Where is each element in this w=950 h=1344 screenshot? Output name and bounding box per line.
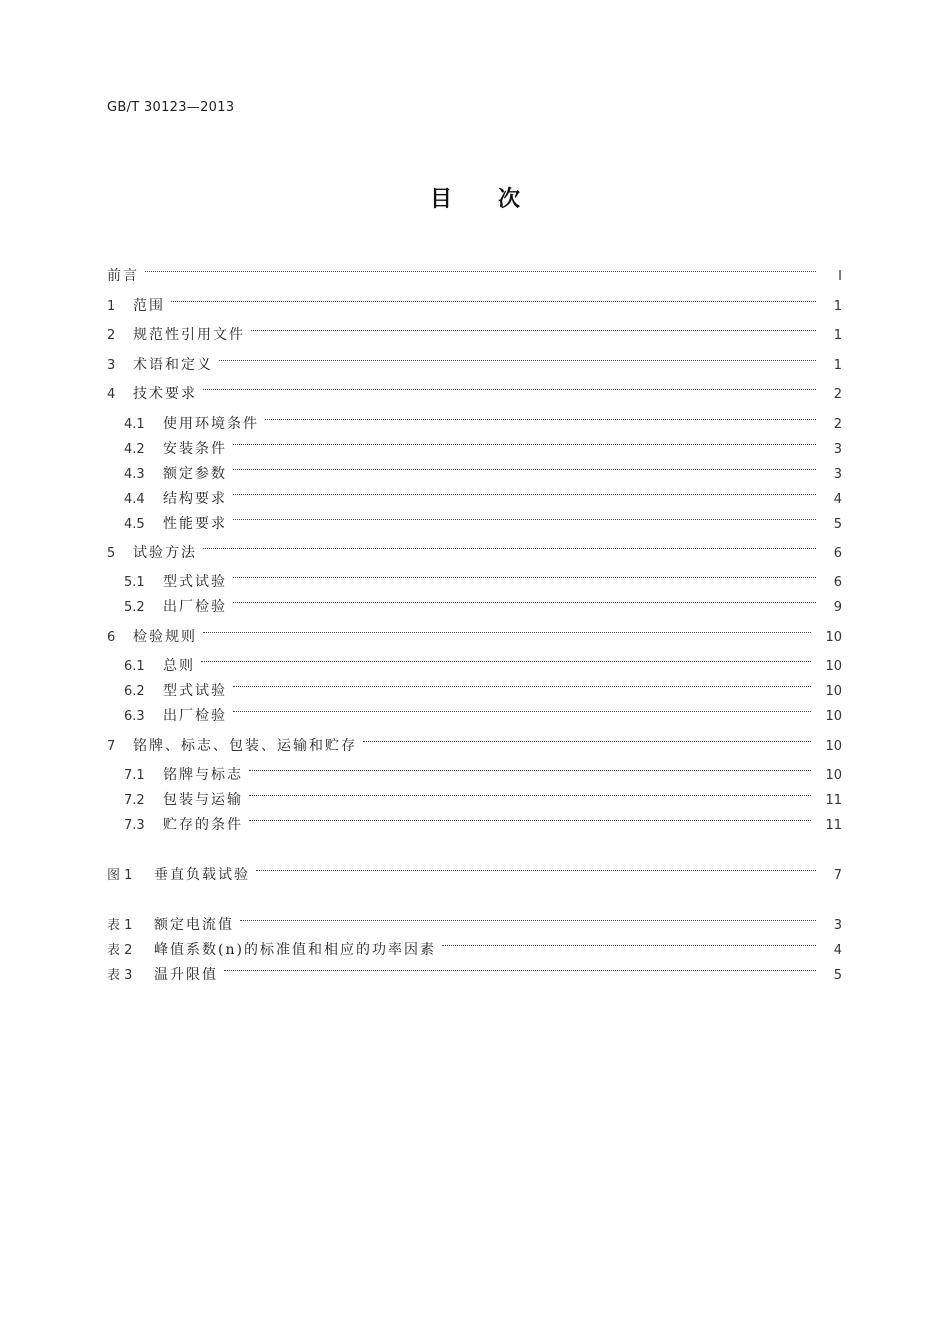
page-number: 6 [833, 575, 842, 590]
toc-entry [107, 349, 842, 373]
entry-title: 技术要求 [133, 386, 197, 402]
dot-leader [249, 319, 816, 339]
dot-leader [247, 809, 811, 829]
entry-title: 结构要求 [163, 491, 227, 507]
page-number: 10 [825, 659, 842, 674]
page-number: 4 [833, 492, 842, 507]
entry-number: 表 3 [107, 968, 133, 983]
caption-entry [107, 859, 842, 883]
page-number: 11 [825, 793, 842, 808]
entry-title: 总则 [163, 658, 195, 674]
page-number: 9 [833, 600, 842, 615]
page-number: 3 [833, 442, 842, 457]
caption-entry [107, 934, 842, 958]
dot-leader [231, 675, 811, 695]
entry-number: 5 [107, 546, 116, 561]
dot-leader [361, 730, 811, 750]
dot-leader [201, 537, 816, 557]
page-number: 3 [833, 918, 842, 933]
entry-number: 6.3 [124, 709, 145, 724]
toc-entry [107, 537, 842, 561]
page-number: 1 [833, 328, 842, 343]
entry-number: 7 [107, 739, 116, 754]
entry-title: 垂直负载试验 [154, 867, 250, 883]
entry-title: 峰值系数(n)的标准值和相应的功率因素 [154, 942, 436, 958]
entry-number: 4 [107, 387, 116, 402]
page-number: 1 [833, 299, 842, 314]
dot-leader [231, 458, 816, 478]
toc-entry [124, 784, 842, 808]
page-number: 7 [833, 868, 842, 883]
toc-entry [124, 566, 842, 590]
page-number: 10 [825, 709, 842, 724]
toc-entry [124, 408, 842, 432]
entry-title: 温升限值 [154, 967, 218, 983]
entry-number: 6 [107, 630, 116, 645]
entry-title: 额定参数 [163, 466, 227, 482]
entry-title: 检验规则 [133, 629, 197, 645]
entry-number: 4.4 [124, 492, 145, 507]
entry-number: 4.5 [124, 517, 145, 532]
page-title: 目次 [429, 187, 566, 212]
dot-leader [199, 650, 811, 670]
caption-entry [107, 959, 842, 983]
toc-entry [107, 290, 842, 314]
entry-number: 3 [107, 358, 116, 373]
dot-leader [247, 784, 811, 804]
dot-leader [222, 959, 816, 979]
entry-title: 额定电流值 [154, 917, 234, 933]
entry-number: 2 [107, 328, 116, 343]
entry-title: 范围 [133, 298, 165, 314]
dot-leader [440, 934, 816, 954]
page-number: 10 [825, 739, 842, 754]
toc-entry [107, 260, 842, 284]
page-number: 2 [833, 387, 842, 402]
standard-code: GB/T 30123—2013 [107, 100, 235, 115]
page-number: 5 [833, 968, 842, 983]
entry-number: 图 1 [107, 868, 133, 883]
entry-title: 安装条件 [163, 441, 227, 457]
entry-number: 表 2 [107, 943, 133, 958]
entry-title: 术语和定义 [133, 357, 213, 373]
page-number: 11 [825, 818, 842, 833]
entry-number: 6.1 [124, 659, 145, 674]
entry-number: 表 1 [107, 918, 133, 933]
toc-entry [124, 809, 842, 833]
entry-title: 使用环境条件 [163, 416, 259, 432]
dot-leader [169, 290, 816, 310]
toc-entry [124, 591, 842, 615]
entry-number: 1 [107, 299, 116, 314]
entry-number: 5.2 [124, 600, 145, 615]
page-number: 10 [825, 684, 842, 699]
toc-entry [107, 621, 842, 645]
dot-leader [247, 759, 811, 779]
entry-title: 出厂检验 [163, 599, 227, 615]
entry-number: 5.1 [124, 575, 145, 590]
toc-entry [124, 458, 842, 482]
entry-title: 型式试验 [163, 574, 227, 590]
dot-leader [143, 260, 816, 280]
entry-title: 贮存的条件 [163, 817, 243, 833]
entry-number: 4.1 [124, 417, 145, 432]
toc-entry [124, 650, 842, 674]
toc-entry [107, 319, 842, 343]
dot-leader [231, 700, 811, 720]
page-number: 4 [833, 943, 842, 958]
entry-title: 试验方法 [133, 545, 197, 561]
toc-entry [107, 730, 842, 754]
toc-entry [124, 700, 842, 724]
toc-entry [124, 508, 842, 532]
toc-entry [124, 433, 842, 457]
entry-number: 6.2 [124, 684, 145, 699]
entry-title: 铭牌、标志、包装、运输和贮存 [133, 738, 357, 754]
dot-leader [231, 508, 816, 528]
caption-entry [107, 909, 842, 933]
entry-number: 7.2 [124, 793, 145, 808]
entry-title: 性能要求 [163, 516, 227, 532]
entry-number: 7.3 [124, 818, 145, 833]
dot-leader [217, 349, 816, 369]
page-number: 2 [833, 417, 842, 432]
toc-entry [124, 483, 842, 507]
page-number: 10 [825, 768, 842, 783]
dot-leader [263, 408, 816, 428]
page-number: 3 [833, 467, 842, 482]
dot-leader [201, 621, 811, 641]
dot-leader [231, 591, 816, 611]
toc-entry [107, 378, 842, 402]
entry-number: 4.2 [124, 442, 145, 457]
entry-number: 4.3 [124, 467, 145, 482]
dot-leader [231, 566, 816, 586]
page-number: 1 [833, 358, 842, 373]
dot-leader [231, 433, 816, 453]
dot-leader [231, 483, 816, 503]
dot-leader [201, 378, 816, 398]
entry-title: 规范性引用文件 [133, 327, 245, 343]
entry-number: 7.1 [124, 768, 145, 783]
page-number: 10 [825, 630, 842, 645]
toc-entry [124, 675, 842, 699]
entry-title: 出厂检验 [163, 708, 227, 724]
entry-title: 铭牌与标志 [163, 767, 243, 783]
dot-leader [254, 859, 816, 879]
entry-title: 包装与运输 [163, 792, 243, 808]
entry-title: 型式试验 [163, 683, 227, 699]
entry-title: 前言 [107, 268, 139, 284]
toc-entry [124, 759, 842, 783]
dot-leader [238, 909, 816, 929]
page-number: 5 [833, 517, 842, 532]
page-number: Ⅰ [838, 269, 842, 284]
page-number: 6 [833, 546, 842, 561]
